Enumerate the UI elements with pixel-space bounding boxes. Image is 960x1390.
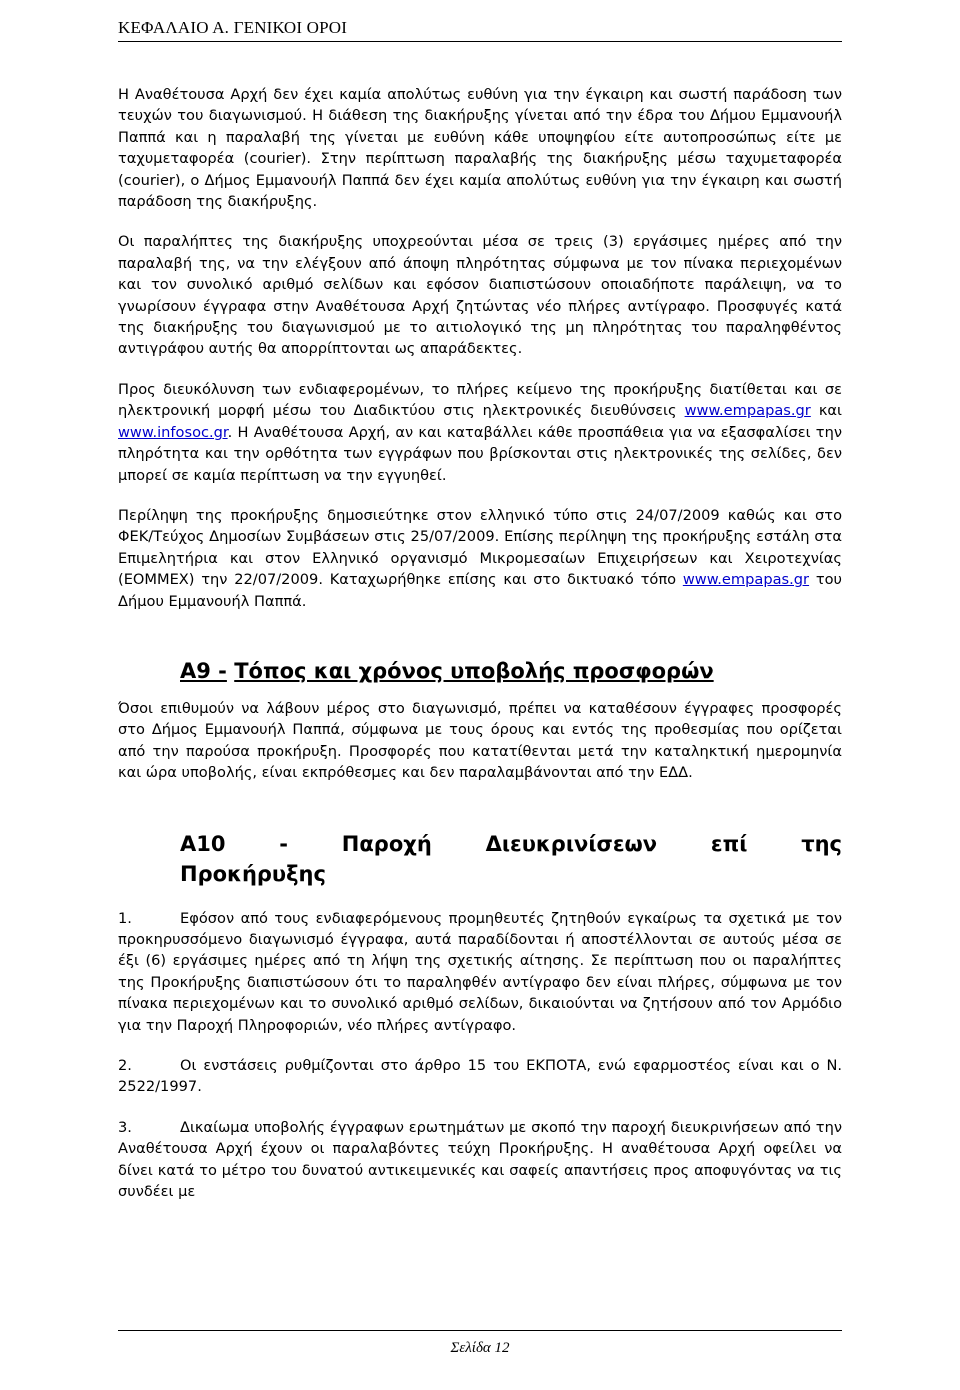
paragraph-text: και (810, 402, 842, 420)
section-title-line2: Προκήρυξης (180, 861, 326, 886)
paragraph-courier-liability: Η Αναθέτουσα Αρχή δεν έχει καμία απολύτως ευθύνη για την έγκαιρη και σωστή παράδοση των τευχών του διαγωνισμού. Η διάθεση της διακήρυξης γίνεται από την έδρα του Δήμου Εμμανουήλ Παππά και η παραλαβή της γίνεται με ευθύνη κάθε υποψηφίου είτε αυτοπροσώπως είτε με ταχυμεταφορέα (courier). Στην περίπτωση παραλαβής της διακήρυξης μέσω ταχυμεταφορέα (courier), ο Δήμος Εμμανουήλ Παππά δεν έχει καμία απολύτως ευθύνη για την έγκαιρη και σωστή παράδοση της διακήρυξης. (118, 86, 842, 211)
paragraph-publication-summary (118, 505, 842, 612)
paragraph-online-availability (118, 379, 842, 486)
item-number: 3. (118, 1118, 132, 1136)
paragraph-text: Προς διευκόλυνση των ενδιαφερομένων, το πλήρες κείμενο της προκήρυξης διατίθεται και σε ηλεκτρονική μορφή μέσω του Διαδικτύου στις ηλεκτρονικές διευθύνσεις (118, 380, 842, 420)
paragraph-submission-place-time: Όσοι επιθυμούν να λάβουν μέρος στο διαγωνισμό, πρέπει να καταθέσουν έγγραφες προσφορές στο Δήμος Εμμανουήλ Παππά, σύμφωνα με τους όρους και εντός της προθεσμίας που ορίζεται από την παρούσα προκήρυξη. Προσφορές που κατατίθενται μετά την καταληκτική ημερομηνία και ώρα υποβολής, είναι εκπρόθεσμες και δεν παραλαμβάνονται από την ΕΔΔ. (118, 699, 842, 782)
running-header: ΚΕΦΑΛΑΙΟ Α. ΓΕΝΙΚΟΙ ΟΡΟΙ (118, 18, 842, 42)
list-item (118, 908, 842, 1036)
page-number: Σελίδα 12 (450, 1340, 510, 1356)
link-infosoc[interactable]: www.infosoc.gr (118, 423, 228, 441)
section-heading-a9 (180, 656, 842, 686)
paragraph-completeness-check: Οι παραλήπτες της διακήρυξης υποχρεούνται μέσα σε τρεις (3) εργάσιμες ημέρες από την παραλαβή της, να την ελέγξουν από άποψη πληρότητας σύμφωνα με τον πίνακα περιεχομένων και τον συνολικό αριθμό σελίδων και εφόσον διαπιστώσουν οποιαδήποτε παράλειψη, να το γνωρίσουν έγγραφα στην Αναθέτουσα Αρχή ζητώντας νέο πλήρες αντίγραφο. Προσφυγές κατά της διακήρυξης του διαγωνισμού με το αιτιολογικό της μη πληρότητας του παραληφθέντος αντιγράφου αυτής θα απορρίπτονται ως απαράδεκτες. (118, 233, 842, 358)
item-number: 1. (118, 909, 132, 927)
list-item (118, 1055, 842, 1098)
paragraph-text: του Δήμου Εμμανουήλ Παππά. (118, 571, 842, 610)
section-number: Α9 - (180, 658, 227, 683)
footer-rule (118, 1330, 842, 1331)
section-heading-a10 (180, 829, 842, 889)
section-title-line1: Α10 - Παροχή Διευκρινίσεων επί της (180, 831, 842, 856)
list-item (118, 1117, 842, 1203)
item-text: Δικαίωμα υποβολής έγγραφων ερωτημάτων με σκοπό την παροχή διευκρινήσεων από την Αναθέτουσα Αρχή έχουν οι παραλαβόντες τεύχη Προκήρυξης. Η αναθέτουσα Αρχή οφείλει να δίνει κατά το μέτρο του δυνατού αντικειμενικές και σαφείς απαντήσεις προς αποφυγόντας να τις συνδέει με (118, 1118, 842, 1201)
link-empapas-2[interactable]: www.empapas.gr (682, 571, 810, 589)
link-empapas[interactable]: www.empapas.gr (684, 402, 811, 420)
item-text: Εφόσον από τους ενδιαφερόμενους προμηθευτές ζητηθούν εγκαίρως τα σχετικά με τον προκηρυσσόμενο διαγωνισμό έγγραφα, αυτά παραδίδονται ή αποστέλλονται σε αυτούς μέσα σε έξι (6) εργάσιμες ημέρες από τη λήψη της σχετικής αίτησης. Σε περίπτωση που οι παραλήπτες της Προκήρυξης διαπιστώσουν ότι το παραληφθέν αντίγραφο δεν είναι πλήρες, σύμφωνα με τον πίνακα περιεχομένων και το συνολικό αριθμό σελίδων, δικαιούνται να ζητήσουν από τον Αρμόδιο για την Παροχή Πληροφοριών, νέο πλήρες αντίγραφο. (118, 909, 842, 1034)
paragraph-text: Περίληψη της προκήρυξης δημοσιεύτηκε στον ελληνικό τύπο στις 24/07/2009 καθώς και στο ΦΕΚ/Τεύχος Δημοσίων Συμβάσεων στις 25/07/2009. Επίσης περίληψη της προκήρυξης εστάλη στα Επιμελητήρια και στον Ελληνικό οργανισμό Μικρομεσαίων Επιχειρήσεων και Χειροτεχνίας (ΕΟΜΜΕΧ) την 22/07/2009. Καταχωρήθηκε επίσης και στο δικτυακό τόπο (118, 506, 842, 589)
document-body (118, 84, 842, 1221)
section-title: Τόπος και χρόνος υποβολής προσφορών (234, 658, 714, 683)
item-number: 2. (118, 1057, 132, 1074)
item-text: Οι ενστάσεις ρυθμίζονται στο άρθρο 15 του ΕΚΠΟΤΑ, ενώ εφαρμοστέος είναι και ο Ν. 2522/1997. (118, 1057, 842, 1096)
paragraph-text: . Η Αναθέτουσα Αρχή, αν και καταβάλλει κάθε προσπάθεια για να εξασφαλίσει την πληρότητα και την ορθότητα των εγγράφων που βρίσκονται στις ηλεκτρονικές της σελίδες, δεν μπορεί σε καμία περίπτωση να την εγγυηθεί. (118, 423, 842, 484)
